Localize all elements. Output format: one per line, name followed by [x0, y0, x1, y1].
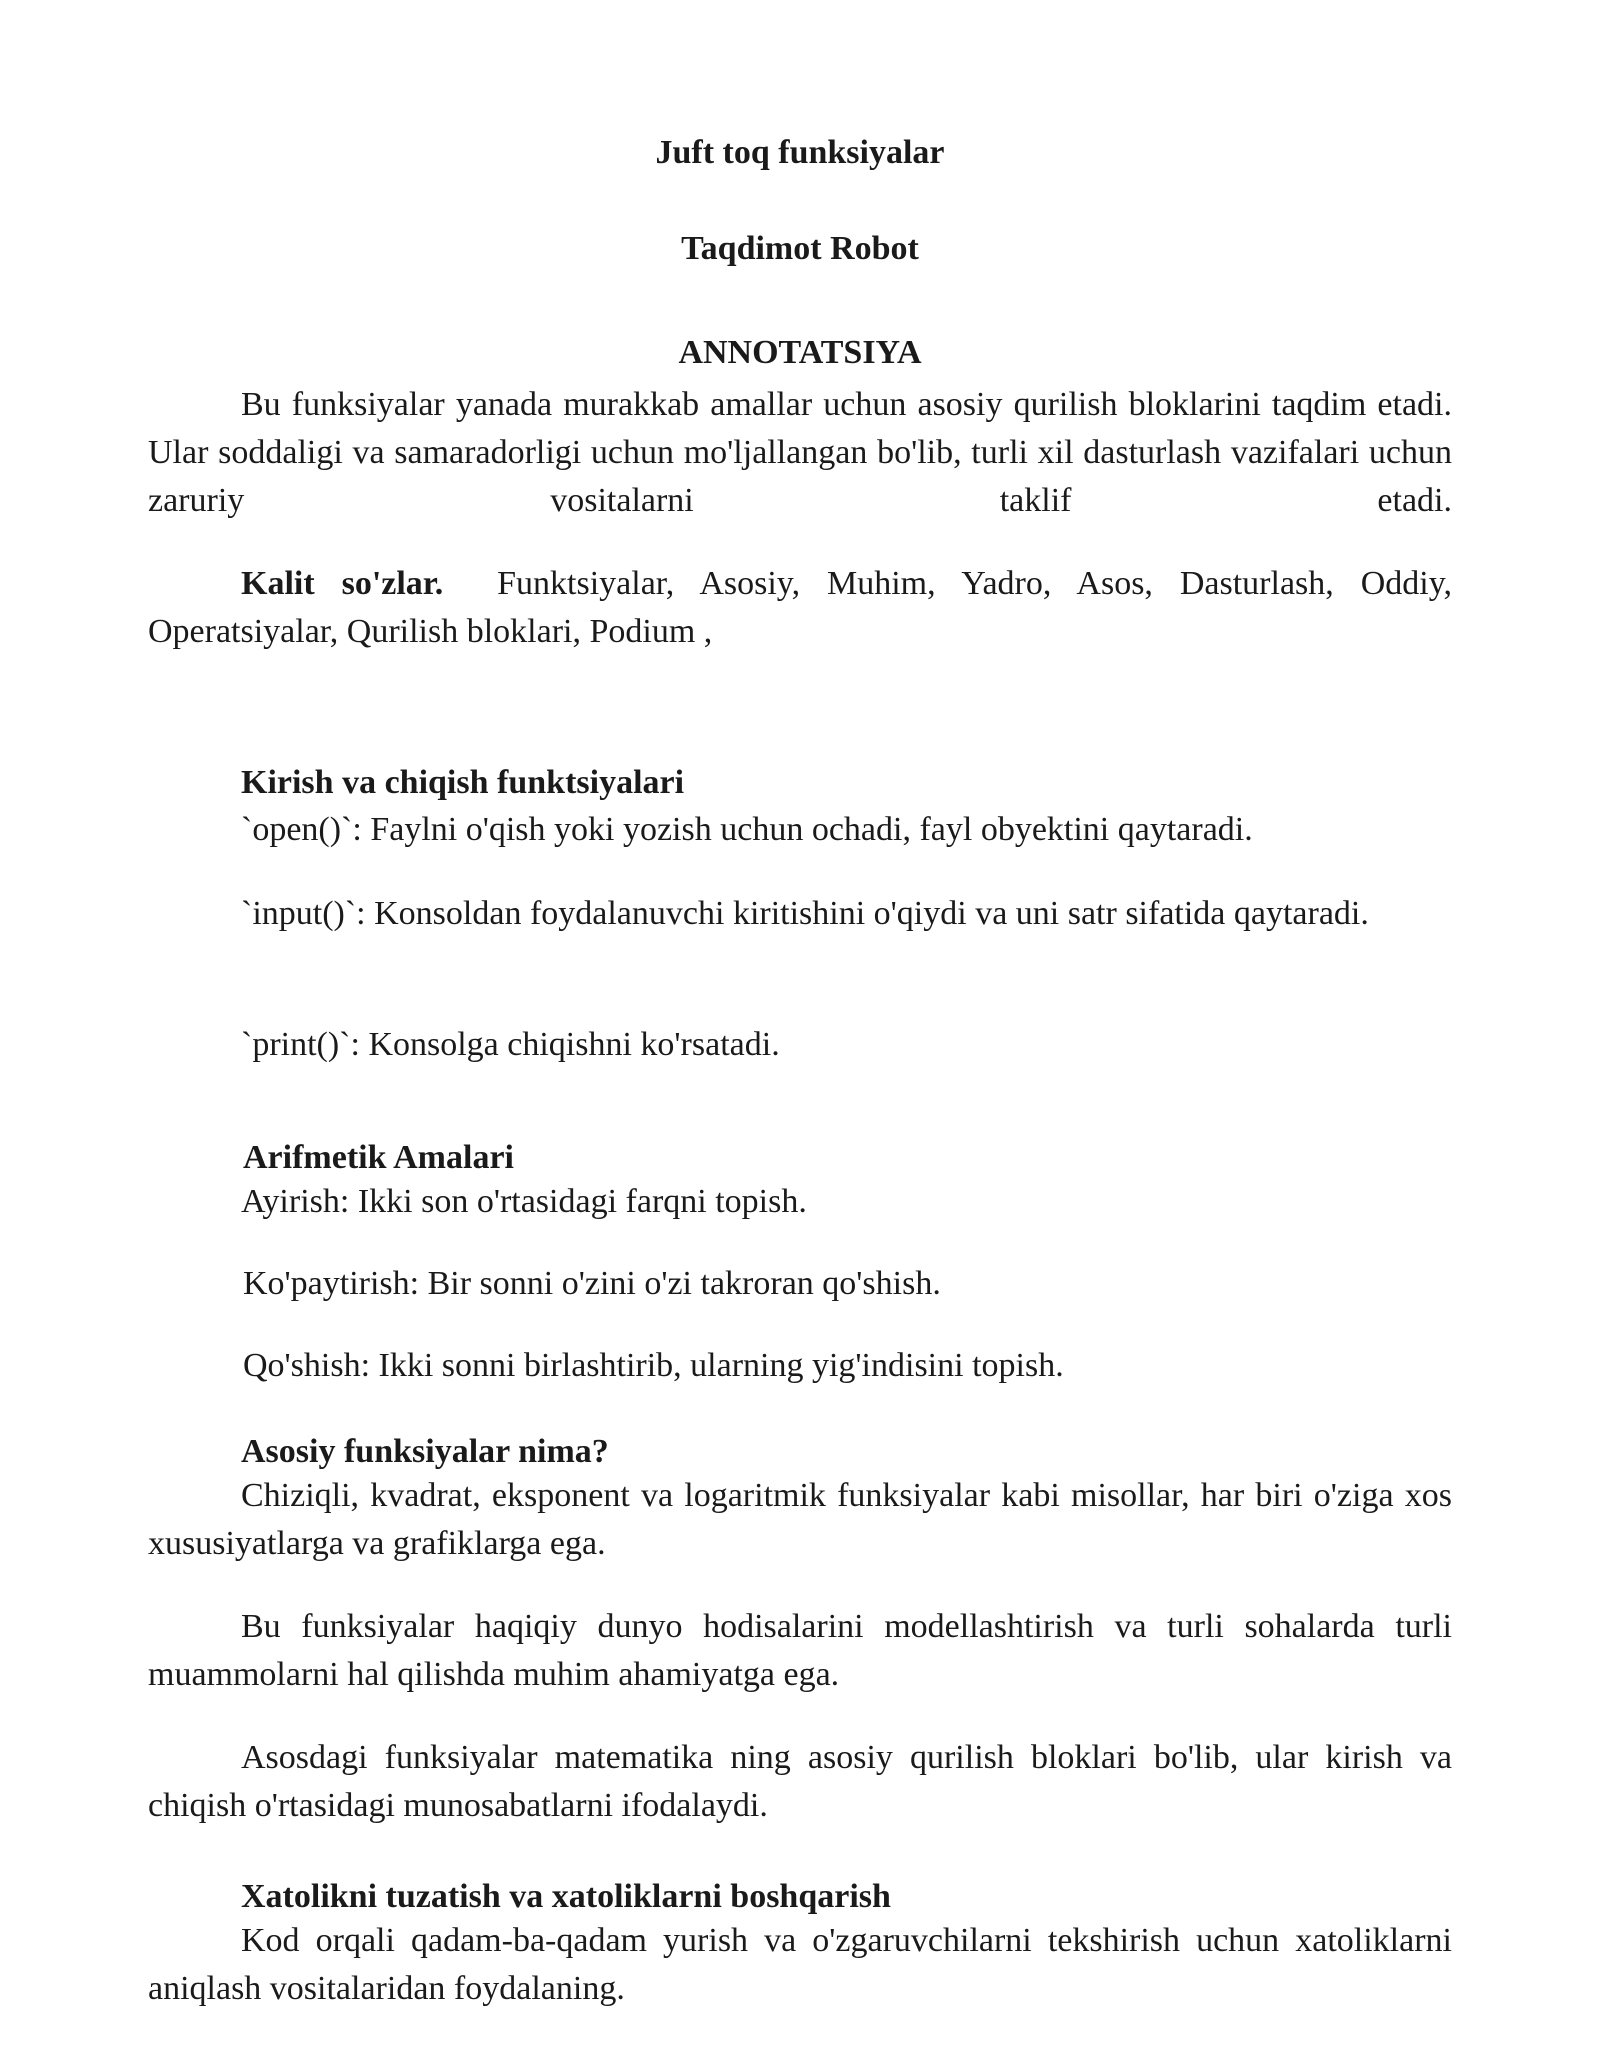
keywords-paragraph: [148, 560, 1452, 656]
annotation-heading: ANNOTATSIYA: [678, 334, 922, 371]
basic-paragraph-2: Bu funksiyalar haqiqiy dunyo hodisalarini modellashtirish va turli sohalarda turli muammolarni hal qilishda muhim ahamiyatga ega.: [148, 1608, 1452, 1693]
io-paragraph-print: `print()`: Konsolga chiqishni ko'rsatadi.: [241, 1026, 780, 1063]
document-title: Juft toq funksiyalar: [655, 134, 945, 171]
arith-paragraph-multiply: Ko'paytirish: Bir sonni o'zini o'zi takroran qo'shish.: [243, 1265, 941, 1302]
keywords-list: Funktsiyalar, Asosiy, Muhim, Yadro, Asos, Dasturlash, Oddiy, Operatsiyalar, Qurilish bloklari, Podium ,: [148, 565, 1452, 650]
io-paragraph-open: `open()`: Faylni o'qish yoki yozish uchun ochadi, fayl obyektini qaytaradi.: [241, 811, 1253, 848]
io-paragraph-input: `input()`: Konsoldan foydalanuvchi kiritishini o'qiydi va uni satr sifatida qaytaradi.: [241, 895, 1369, 932]
basic-paragraph-1: Chiziqli, kvadrat, eksponent va logaritmik funksiyalar kabi misollar, har biri o'ziga xos xususiyatlarga va grafiklarga ega.: [148, 1477, 1452, 1562]
arith-paragraph-add: Qo'shish: Ikki sonni birlashtirib, ularning yig'indisini topish.: [243, 1347, 1064, 1384]
document-author: Taqdimot Robot: [681, 230, 919, 267]
keywords-label: Kalit so'zlar.: [241, 565, 444, 602]
section-heading-arith: Arifmetik Amalari: [243, 1139, 514, 1176]
section-heading-debug: Xatolikni tuzatish va xatoliklarni boshqarish: [241, 1878, 891, 1915]
annotation-paragraph: Bu funksiyalar yanada murakkab amallar uchun asosiy qurilish bloklarini taqdim etadi. Ular soddaligi va samaradorligi uchun mo'ljallangan bo'lib, turli xil dasturlash vazifalari uchun zaruriy vositalarni taklif etadi.: [148, 386, 1452, 519]
section-heading-basic: Asosiy funksiyalar nima?: [241, 1433, 609, 1470]
arith-paragraph-subtract: Ayirish: Ikki son o'rtasidagi farqni topish.: [241, 1183, 807, 1220]
debug-paragraph-1: Kod orqali qadam-ba-qadam yurish va o'zgaruvchilarni tekshirish uchun xatoliklarni aniqlash vositalaridan foydalaning.: [148, 1922, 1452, 2007]
basic-paragraph-3: Asosdagi funksiyalar matematika ning asosiy qurilish bloklari bo'lib, ular kirish va chiqish o'rtasidagi munosabatlarni ifodalaydi.: [148, 1739, 1452, 1824]
section-heading-io: Kirish va chiqish funktsiyalari: [241, 764, 685, 801]
